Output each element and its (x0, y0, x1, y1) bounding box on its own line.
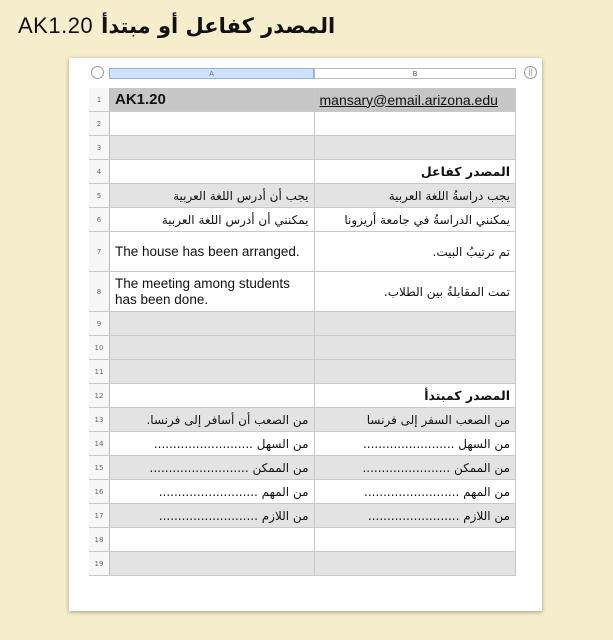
cell-a9[interactable] (110, 312, 315, 335)
cell-b16[interactable] (315, 480, 517, 503)
row-number[interactable]: 4 (89, 160, 110, 183)
row-number[interactable]: 18 (89, 528, 110, 551)
cell-b8[interactable] (315, 272, 517, 311)
row-number[interactable]: 19 (89, 552, 110, 575)
table-row (89, 184, 516, 208)
table-row (89, 272, 516, 312)
cell-a14[interactable] (110, 432, 315, 455)
table-row (89, 360, 516, 384)
cell-a7[interactable] (110, 232, 315, 271)
cell-text: من المهم .......................... (158, 484, 309, 499)
table-row (89, 408, 516, 432)
cell-text: من السهل ........................ (362, 436, 510, 451)
cell-text: من اللازم .......................... (158, 508, 309, 523)
table-row (89, 480, 516, 504)
table-row (89, 232, 516, 272)
row-number[interactable]: 11 (89, 360, 110, 383)
cell-b11[interactable] (315, 360, 517, 383)
cell-text: AK1.20 (115, 90, 166, 108)
cell-a6[interactable] (110, 208, 315, 231)
cell-b2[interactable] (315, 112, 517, 135)
cell-a5[interactable] (110, 184, 315, 207)
cell-b13[interactable] (315, 408, 517, 431)
cell-b17[interactable] (315, 504, 517, 527)
table-row (89, 112, 516, 136)
table-row (89, 136, 516, 160)
cell-a1[interactable] (110, 88, 315, 111)
cell-a11[interactable] (110, 360, 315, 383)
row-number[interactable]: 6 (89, 208, 110, 231)
cell-text: تم ترتيبُ البيت. (432, 244, 510, 259)
row-number[interactable]: 10 (89, 336, 110, 359)
cell-text: من المهم ......................... (364, 484, 510, 499)
page-title (0, 6, 613, 46)
cell-text: من الصعب السفر إلى فرنسا (366, 412, 510, 427)
cell-a16[interactable] (110, 480, 315, 503)
cell-b5[interactable] (315, 184, 517, 207)
cell-a8[interactable] (110, 272, 315, 311)
cell-text: يمكنني الدراسةُ في جامعة أريزونا (344, 212, 510, 227)
row-number[interactable]: 2 (89, 112, 110, 135)
cell-b4[interactable] (315, 160, 517, 183)
cell-text: من الممكن .......................... (149, 460, 309, 475)
cell-b9[interactable] (315, 312, 517, 335)
row-number[interactable]: 17 (89, 504, 110, 527)
cell-a13[interactable] (110, 408, 315, 431)
cell-text: من اللازم ........................ (367, 508, 510, 523)
table-row (89, 552, 516, 576)
spreadsheet (69, 58, 542, 611)
cell-text: يجب أن أدرس اللغة العربية (173, 188, 309, 203)
table-row (89, 312, 516, 336)
row-number[interactable]: 8 (89, 272, 110, 311)
cell-a19[interactable] (110, 552, 315, 575)
cell-text: من الصعب أن أسافر إلى فرنسا. (146, 412, 309, 427)
table-row (89, 504, 516, 528)
row-number[interactable]: 5 (89, 184, 110, 207)
cell-b7[interactable] (315, 232, 517, 271)
cell-text: يمكنني أن أدرس اللغة العربية (161, 212, 309, 227)
cell-a10[interactable] (110, 336, 315, 359)
cell-b12[interactable] (315, 384, 517, 407)
cell-a18[interactable] (110, 528, 315, 551)
cell-b14[interactable] (315, 432, 517, 455)
row-number[interactable]: 7 (89, 232, 110, 271)
column-header-bar (69, 66, 542, 82)
row-number[interactable]: 12 (89, 384, 110, 407)
cell-text: المصدر كفاعل (420, 164, 510, 179)
column-header-b[interactable]: B (314, 68, 516, 79)
row-number[interactable]: 13 (89, 408, 110, 431)
table-row (89, 432, 516, 456)
cell-b6[interactable] (315, 208, 517, 231)
title-arabic: المصدر كفاعل أو مبتدأ (101, 14, 336, 38)
row-number[interactable]: 15 (89, 456, 110, 479)
title-code: AK1.20 (18, 13, 94, 38)
table-row (89, 528, 516, 552)
cell-text: من الممكن ....................... (362, 460, 510, 475)
cell-b19[interactable] (315, 552, 517, 575)
cell-a4[interactable] (110, 160, 315, 183)
cell-text: The meeting among students has been done. (115, 275, 290, 307)
cell-a12[interactable] (110, 384, 315, 407)
cell-text: mansary@email.arizona.edu (319, 91, 498, 108)
cell-text: The house has been arranged. (115, 243, 300, 259)
row-number[interactable]: 3 (89, 136, 110, 159)
cell-b1[interactable] (315, 88, 517, 111)
table-row (89, 160, 516, 184)
cell-text: المصدر كمبتدأ (424, 388, 510, 403)
cell-a17[interactable] (110, 504, 315, 527)
cell-b18[interactable] (315, 528, 517, 551)
cell-a3[interactable] (110, 136, 315, 159)
row-number[interactable]: 1 (89, 88, 110, 111)
column-header-a[interactable]: A (109, 68, 314, 79)
cell-b10[interactable] (315, 336, 517, 359)
table-row (89, 456, 516, 480)
table-row (89, 208, 516, 232)
row-number[interactable]: 16 (89, 480, 110, 503)
cell-text: من السهل .......................... (153, 436, 309, 451)
cell-text: تمت المقابلةُ بين الطلاب. (383, 284, 510, 299)
cell-a15[interactable] (110, 456, 315, 479)
sheet-grid (89, 88, 516, 576)
row-number[interactable]: 9 (89, 312, 110, 335)
table-row (89, 384, 516, 408)
cell-text: يجب دراسةُ اللغة العربية (388, 188, 510, 203)
column-handle-button[interactable]: || (524, 66, 537, 79)
select-all-button[interactable] (91, 66, 104, 79)
cell-a2[interactable] (110, 112, 315, 135)
cell-b15[interactable] (315, 456, 517, 479)
table-row (89, 336, 516, 360)
row-number[interactable]: 14 (89, 432, 110, 455)
cell-b3[interactable] (315, 136, 517, 159)
table-row (89, 88, 516, 112)
